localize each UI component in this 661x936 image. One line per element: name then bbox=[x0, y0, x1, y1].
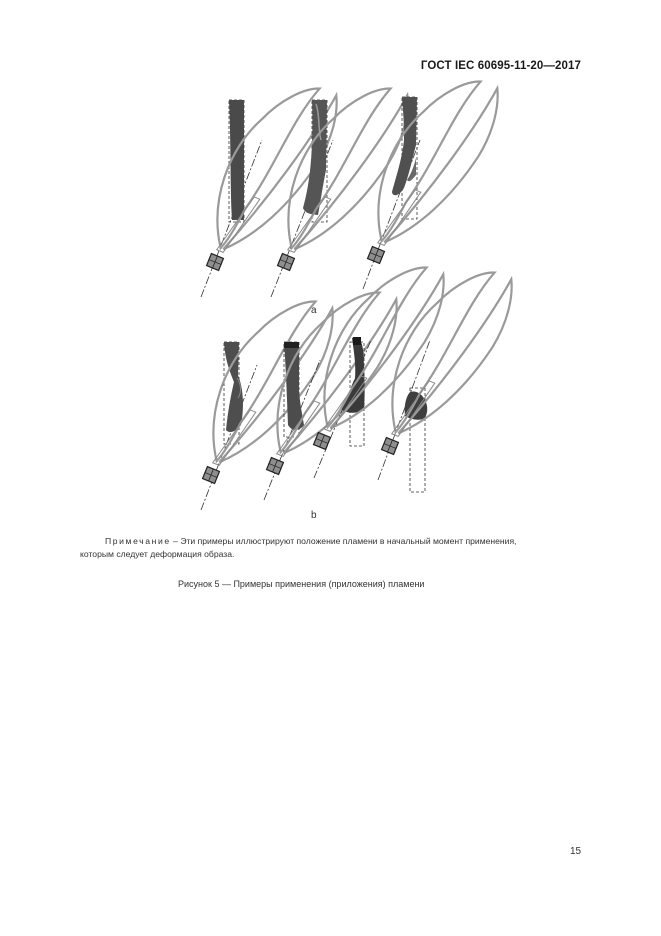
example-a2 bbox=[269, 68, 417, 297]
figure-sublabel-b: b bbox=[311, 510, 317, 521]
document-header-standard-number: ГОСТ IEC 60695-11-20—2017 bbox=[420, 60, 581, 72]
example-b4 bbox=[373, 252, 521, 492]
note-label: Примечание bbox=[105, 536, 171, 546]
example-b1 bbox=[194, 281, 342, 510]
figure-caption: Рисунок 5 — Примеры применения (приложения) пламени bbox=[178, 579, 425, 589]
note-text-line-1: Эти примеры иллюстрируют положение пламени в начальный момент применения, bbox=[180, 536, 517, 546]
example-b3 bbox=[305, 247, 453, 478]
note-paragraph bbox=[80, 535, 580, 561]
note-dash: – bbox=[170, 536, 181, 546]
note-line-1 bbox=[80, 535, 580, 548]
page-number: 15 bbox=[570, 846, 582, 857]
note-text-line-2: которым следует деформация образа. bbox=[80, 549, 235, 559]
figure-sublabel-a: a bbox=[311, 305, 317, 316]
